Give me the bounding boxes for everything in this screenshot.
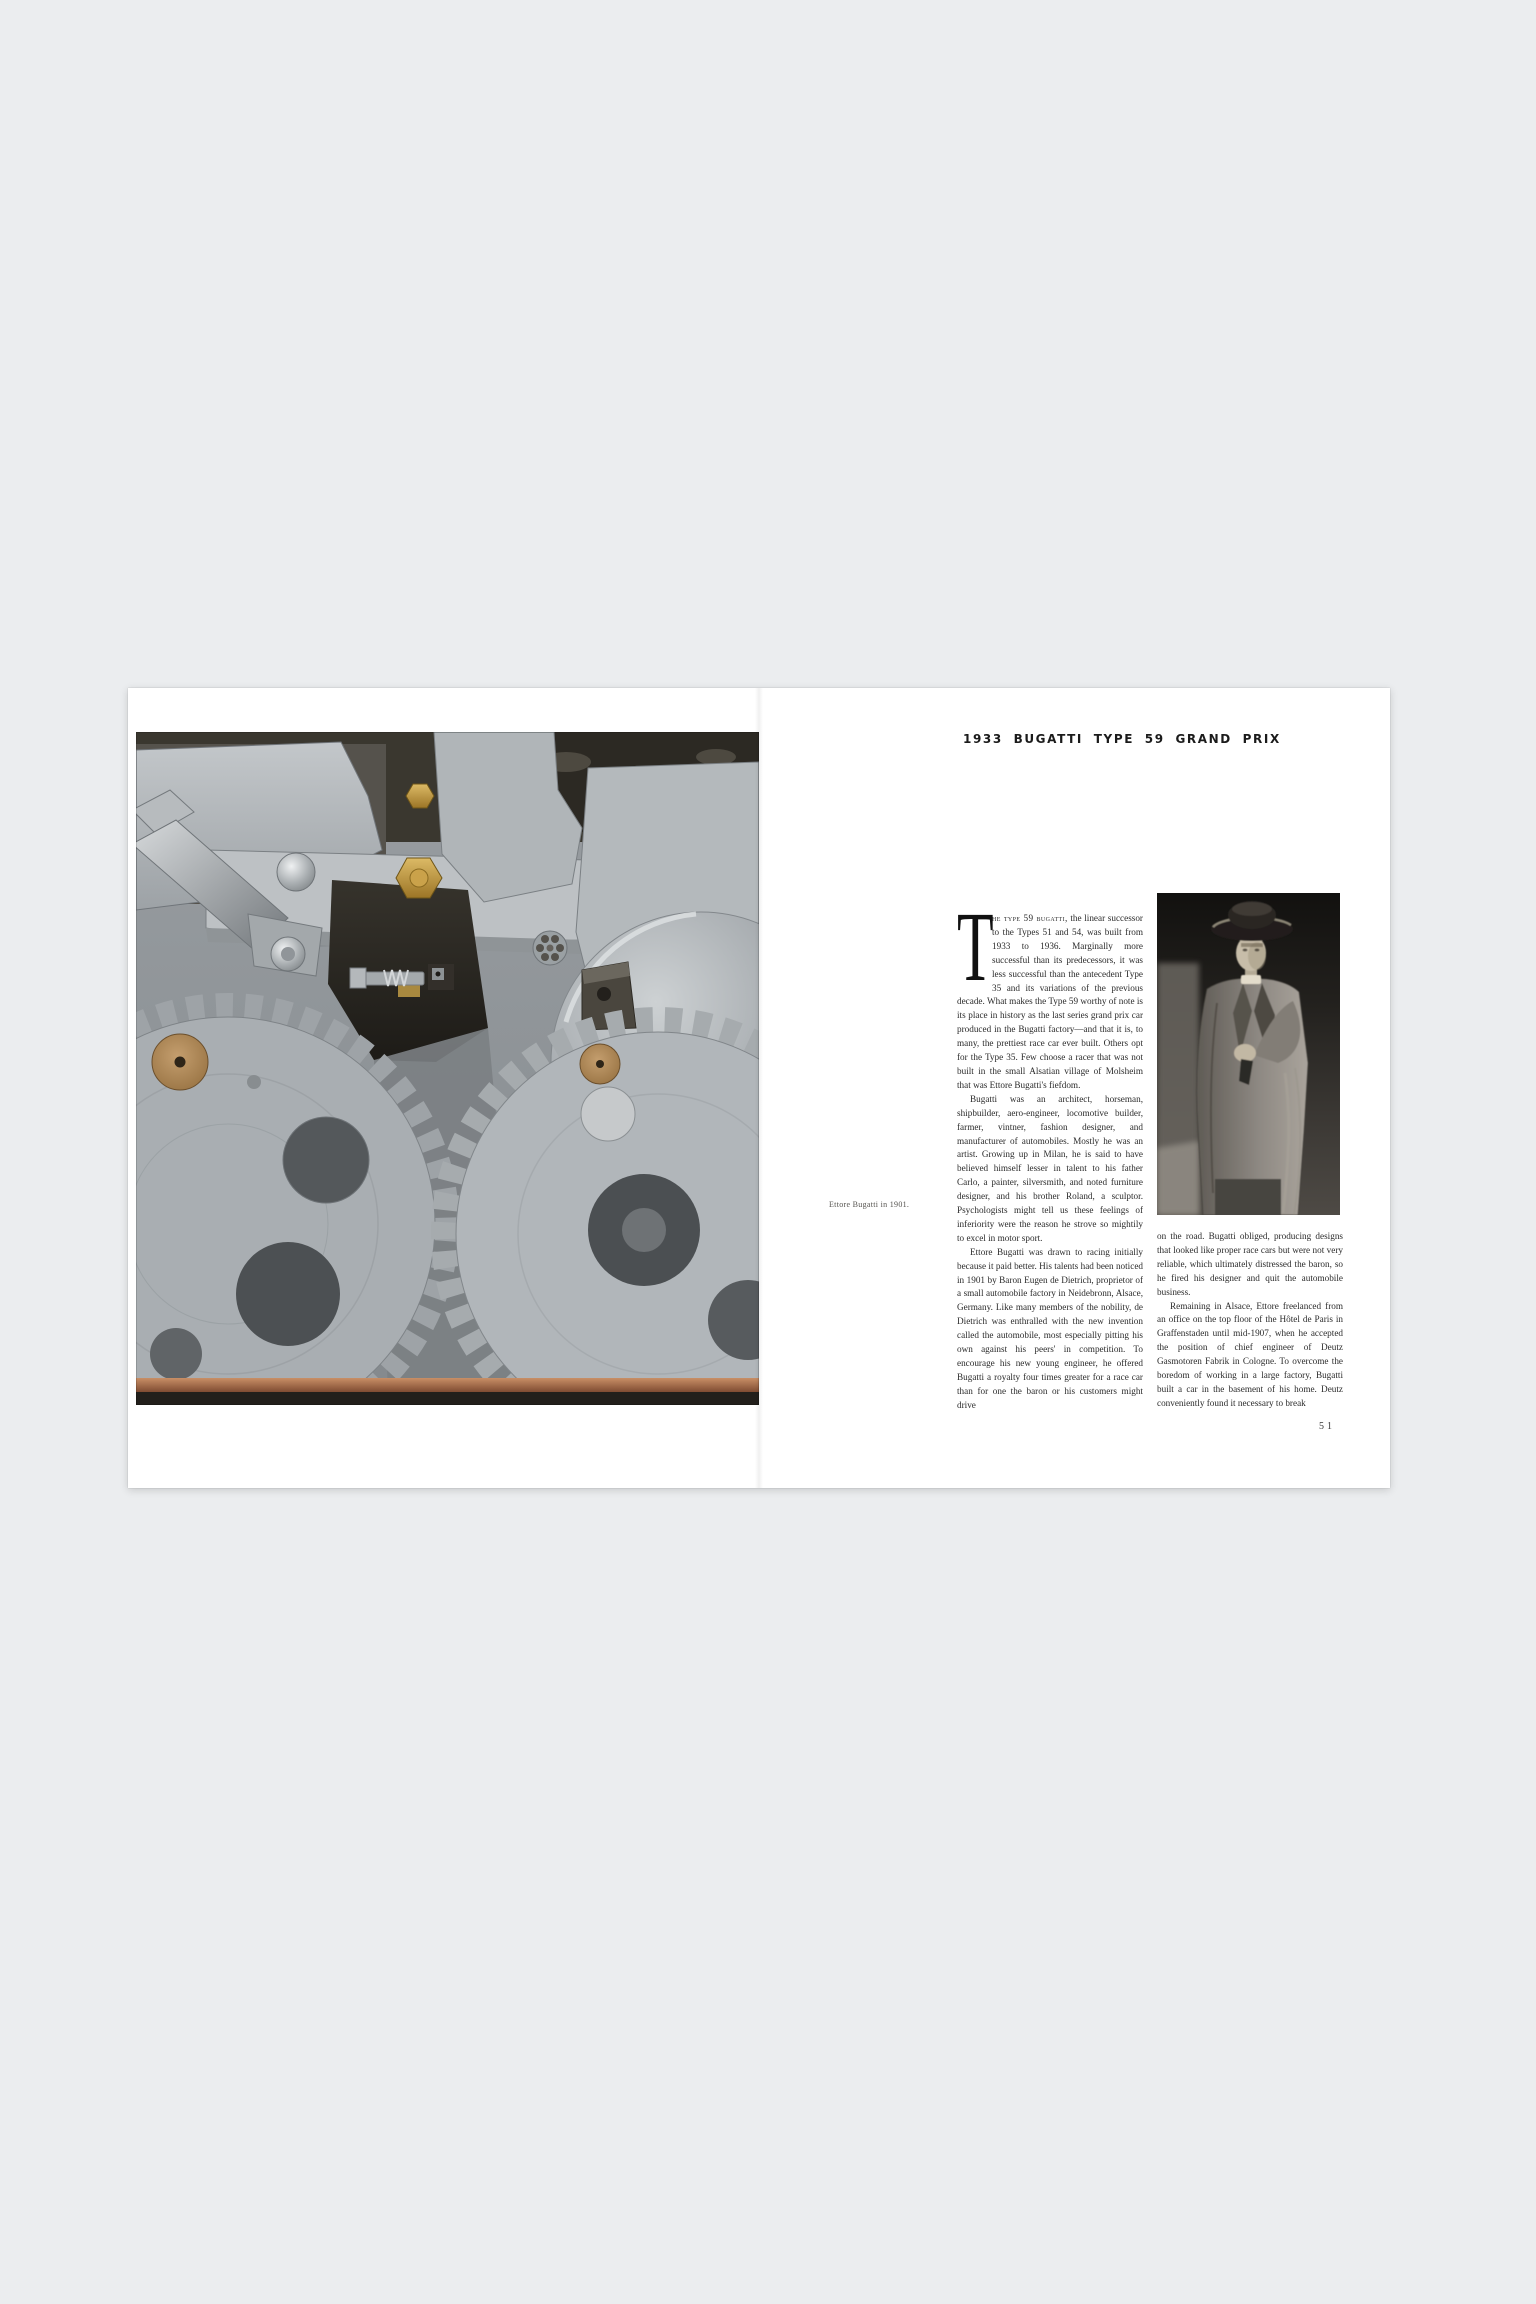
right-page xyxy=(759,688,1390,1488)
chapter-title: 1933 BUGATTI TYPE 59 GRAND PRIX xyxy=(963,732,1281,746)
body-paragraph: T he type 59 bugatti, the linear successor to the Types 51 and 54, was built from 1933 to 1936. Marginally more successful than its predecessors, it was less successful than the antecedent Type 35 and its variations of the previous decade. What makes the Type 59 worthy of note is its place in history as the last series grand prix car produced in the Bugatti factory—and that it is, to many, the prettiest race car ever built. Others opt for the Type 35. Few choose a racer that was not built in the small Alsatian village of Molsheim that was Ettore Bugatti's fiefdom. xyxy=(957,912,1143,1090)
text-column-2 xyxy=(1157,1230,1343,1416)
page-number: 51 xyxy=(1319,1421,1335,1432)
lead-in-small-caps: he type 59 bugatti, xyxy=(992,913,1068,923)
body-paragraph: Bugatti was an architect, horseman, shipbuilder, aero-engineer, locomotive builder, farmer, vintner, fashion designer, and manufacturer of automobiles. Mostly he was an artist. Growing up in Milan, he is said to have believed himself lesser in talent to his father Carlo, a painter, silversmith, and noted furniture designer, and his brother Roland, a sculptor. Psychologists might tell us these feelings of inferiority were the reason he strove so mightily to excel in motor sport. xyxy=(957,1093,1143,1243)
body-paragraph: Remaining in Alsace, Ettore freelanced from an office on the top floor of the Hôtel de Paris in Graffenstaden until mid-1907, when he accepted the position of chief engineer of Deutz Gasmotoren Fabrik in Cologne. To overcome the boredom of working in a large factory, Bugatti built a car in the basement of his home. Deutz conveniently found it necessary to break xyxy=(1157,1300,1343,1408)
drop-cap: T xyxy=(957,912,994,1002)
body-paragraph: on the road. Bugatti obliged, producing designs that looked like proper race cars but were not very reliable, which ultimately distressed the baron, so he fired his designer and quit the automobile business. xyxy=(1157,1231,1343,1297)
portrait-caption: Ettore Bugatti in 1901. xyxy=(829,1200,910,1209)
text-column-1 xyxy=(957,912,1143,1413)
book-spread xyxy=(128,688,1390,1488)
body-paragraph: Ettore Bugatti was drawn to racing initially because it paid better. His talents had been noticed in 1901 by Baron Eugen de Dietrich, proprietor of a small automobile factory in Neidebronn, Alsace, Germany. Like many members of the nobility, de Dietrich was enthralled with the new invention called the automobile, most especially pitting his own against his peers' in competition. To encourage his new young engineer, he offered Bugatti a royalty four times greater for a race car than for one the baron or his customers might drive xyxy=(957,1246,1143,1410)
ettore-bugatti-portrait-photo xyxy=(1157,893,1340,1215)
engine-gears-photo xyxy=(136,732,759,1405)
left-page xyxy=(128,688,759,1488)
